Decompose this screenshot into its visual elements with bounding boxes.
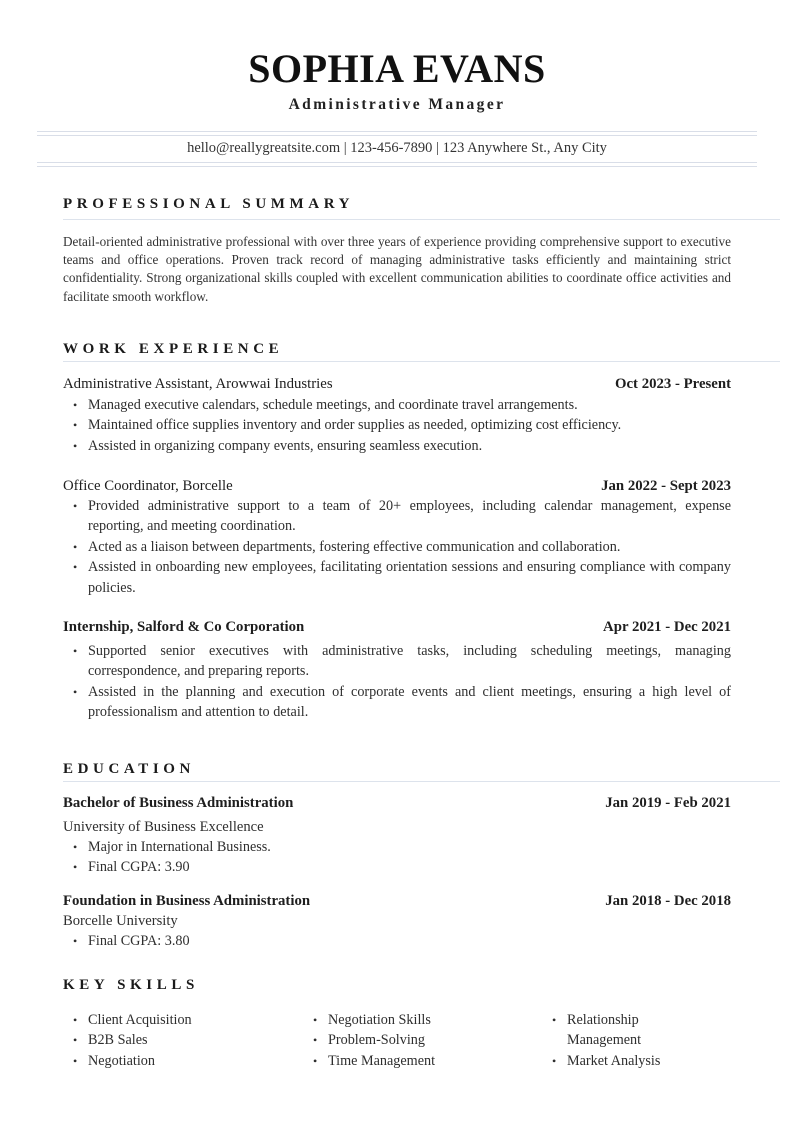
experience-heading: WORK EXPERIENCE [63,341,284,357]
school-name: Borcelle University [63,913,178,929]
skill-item: • Client Acquisition [63,1010,263,1030]
job-role: Internship, Salford & Co Corporation [63,619,305,635]
skills-heading: KEY SKILLS [63,977,199,993]
job-role: Office Coordinator, Borcelle [63,478,233,494]
education-bullet: • Final CGPA: 3.80 [63,931,731,951]
education-bullet: • Major in International Business. [63,837,731,857]
school-name: University of Business Excellence [63,819,264,835]
skill-item: • B2B Sales [63,1030,263,1050]
education-divider [63,781,780,782]
skill-item: • Market Analysis [542,1051,662,1071]
job-bullet: • Provided administrative support to a team of 20+ employees, including calendar management, expense reporting, and meeting coordination. [63,496,731,537]
contact-rule-bottom [37,162,757,163]
job-date: Oct 2023 - Present [614,376,731,392]
education-bullet: • Final CGPA: 3.90 [63,857,731,877]
job-bullet: • Assisted in onboarding new employees, facilitating orientation sessions and ensuring compliance with company policies. [63,557,731,598]
contact-rule-top [37,131,757,132]
skills-list [303,1010,503,1071]
experience-divider [63,361,780,362]
job-header [63,477,731,495]
education-date: Jan 2019 - Feb 2021 [605,795,731,811]
job-date: Jan 2022 - Sept 2023 [601,478,731,494]
job-bullet: • Supported senior executives with administrative tasks, including scheduling meetings, managing correspondence, and preparing reports. [63,641,731,682]
skill-item: • Negotiation [63,1051,263,1071]
job-header [63,375,731,393]
education-header [63,794,731,812]
job-bullet: • Assisted in organizing company events, ensuring seamless execution. [63,436,731,456]
skill-item: • Relationship Management [542,1010,662,1051]
education-header [63,892,731,910]
job-bullets [63,395,731,456]
job-bullet: • Maintained office supplies inventory and order supplies as needed, optimizing cost efficiency. [63,415,731,435]
job-bullet: • Acted as a liaison between departments, fostering effective communication and collaboration. [63,537,731,557]
contact-line: hello@reallygreatsite.com | 123-456-7890 | 123 Anywhere St., Any City [187,140,607,156]
skills-list [63,1010,263,1071]
contact-rule-top-2 [37,135,757,136]
summary-text: Detail-oriented administrative professional with over three years of experience providing comprehensive support to executive teams and office operations. Proven track record of managing administrative tasks efficiently and maintaining strict confidentiality. Strong organizational skills coupled with excellent communication abilities to coordinate office activities and facilitate smooth workflow. [63,234,731,304]
job-bullets [63,496,731,598]
skills-column [63,1010,263,1071]
degree-name: Bachelor of Business Administration [63,795,294,811]
summary-heading: PROFESSIONAL SUMMARY [63,196,355,212]
education-date: Jan 2018 - Dec 2018 [605,893,731,909]
job-bullet: • Managed executive calendars, schedule meetings, and coordinate travel arrangements. [63,395,731,415]
job-bullet: • Assisted in the planning and execution of corporate events and client meetings, ensuring a high level of professionalism and attention to detail. [63,682,731,723]
job-title: Administrative Manager [288,96,506,113]
skills-column [303,1010,503,1071]
summary-divider [63,219,780,220]
skill-item: • Time Management [303,1051,503,1071]
skills-list [542,1010,662,1071]
job-bullets [63,641,731,723]
skill-item: • Negotiation Skills [303,1010,503,1030]
education-bullets [63,931,731,951]
degree-name: Foundation in Business Administration [63,893,311,909]
skill-item: • Problem-Solving [303,1030,503,1050]
contact-rule-bottom-2 [37,166,757,167]
education-bullets [63,837,731,878]
job-date: Apr 2021 - Dec 2021 [603,619,731,635]
education-heading: EDUCATION [63,761,195,777]
job-header [63,618,731,636]
candidate-name: SOPHIA EVANS [248,46,546,91]
job-role: Administrative Assistant, Arowwai Industries [63,376,333,392]
skills-column [542,1010,662,1071]
